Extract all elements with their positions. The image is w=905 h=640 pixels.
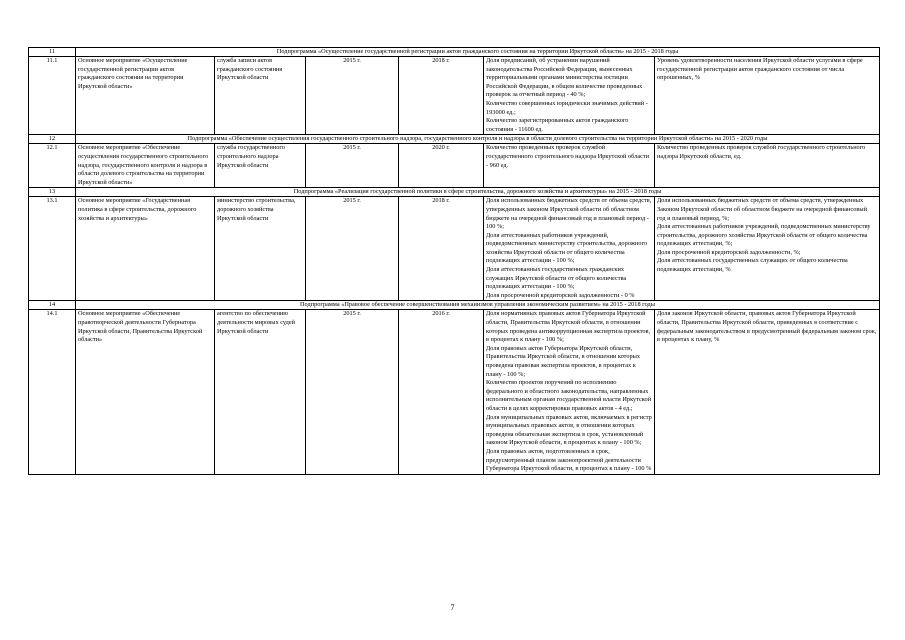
results-cell: [484, 144, 655, 188]
end-year-cell: 2018 г.: [399, 197, 484, 301]
indicator-item: Доля аттестованных государственных служащих от общего количества подлежащих аттестации, %: [657, 257, 848, 274]
section-header: [29, 48, 880, 57]
table-row: [29, 310, 880, 474]
end-year-cell: 2016 г.: [399, 310, 484, 474]
start-year-cell: 2015 г.: [306, 197, 399, 301]
section-header: [29, 301, 880, 310]
result-item: Доля просроченной кредиторской задолженности - 0 %: [486, 291, 635, 299]
results-cell: [484, 197, 655, 301]
section-title: Подпрограмма «Реализация государственной политики в сфере строительства, дорожного хозяйства и архитектуры» на 2015 - 2018 годы: [76, 188, 880, 197]
section-header: [29, 188, 880, 197]
executor-cell: агентство по обеспечению деятельности мировых судей Иркутской области: [215, 310, 306, 474]
event-cell: Основное мероприятие «Обеспечение осуществления государственного строительного надзора, государственного контроля и надзора в области долевого строительства на территории Иркутской области»: [76, 144, 215, 188]
result-item: Доля аттестованных государственных гражданских служащих Иркутской области от общего количества подлежащих аттестации - 100 %;: [486, 266, 627, 291]
indicator-item: Доля аттестованных работников учреждений, подведомственных министерству строительства, дорожного хозяйства Иркутской области от общего количества подлежащих аттестации, %;: [657, 223, 871, 248]
end-year-cell: 2018 г.: [399, 57, 484, 135]
start-year-cell: 2015 г.: [306, 57, 399, 135]
section-number: 11: [29, 48, 76, 57]
result-item: Доля предписаний, об устранении нарушений законодательства Российской Федерации, вынесенных территориальными органами министерства юстиции Российской Федерации, в общем количестве проведенных проверок за отчетный период - 40 %;: [486, 57, 643, 99]
table-row: [29, 197, 880, 301]
indicator-item: Доля просроченной кредиторской задолженности, %;: [657, 248, 801, 256]
result-item: Доля правовых актов, подготовленных в срок, предусмотренный планом законопроектной деятельности Губернатора Иркутской области, в процентах к плану - 100 %: [486, 447, 652, 473]
results-cell: [484, 57, 655, 135]
result-item: Доля использованных бюджетных средств от объема средств, утвержденных законом Иркутской области об областном бюджете на очередной финансовый год и плановый период - 100 %;: [486, 197, 652, 231]
start-year-cell: 2015 г.: [306, 144, 399, 188]
indicator-item: Доля использованных бюджетных средств от объема средств, утвержденных Законом Иркутской области об областном бюджете на очередной финансовый год и плановый период, %;: [657, 197, 867, 222]
event-cell: Основное мероприятие «Осуществление государственной регистрации актов гражданского состояния на территории Иркутской области»: [76, 57, 215, 135]
section-header: [29, 135, 880, 144]
section-number: 12: [29, 135, 76, 144]
row-number: 11.1: [29, 57, 76, 135]
result-item: Количество проведенных проверок службой государственного строительного надзора Иркутской области - 960 ед.: [486, 144, 650, 169]
result-item: Количество проектов поручений по исполнению федерального и областного законодательства, направленных исполнительным органам государственной власти Иркутской области в целях корректировки правовых актов - 4 ед.;: [486, 379, 652, 412]
executor-cell: министерство строительства, дорожного хозяйства Иркутской области: [215, 197, 306, 301]
results-cell: [484, 310, 655, 474]
row-number: 13.1: [29, 197, 76, 301]
table-row: [29, 57, 880, 135]
indicator-item: Доля законов Иркутской области, правовых актов Губернатора Иркутской области, Правительства Иркутской области, приведенных в соответствие с федеральным законодательством в предусмотренный федеральным законом срок, в процентах к плану, %: [657, 310, 877, 344]
event-cell: Основное мероприятие «Государственная политика в сфере строительства, дорожного хозяйства и архитектуры»: [76, 197, 215, 301]
section-number: 13: [29, 188, 76, 197]
row-number: 14.1: [29, 310, 76, 474]
end-year-cell: 2020 г.: [399, 144, 484, 188]
result-item: Количество совершенных юридически значимых действий - 193000 ед.;: [486, 99, 648, 116]
table-row: [29, 144, 880, 188]
result-item: Доля аттестованных работников учреждений, подведомственных министерству строительства, дорожного хозяйства Иркутской области от общего количества подлежащих аттестации - 100 %;: [486, 231, 648, 265]
indicators-cell: [655, 197, 880, 301]
section-number: 14: [29, 301, 76, 310]
program-table: [28, 47, 880, 475]
result-item: Доля муниципальных правовых актов, включаемых в регистр муниципальных правовых актов, в отношении которых проведена обязательная экспертиза в срок, установленный законом Иркутской области, в процентах к плану - 100 %;: [486, 413, 652, 447]
page-number: 7: [450, 603, 455, 612]
result-item: Количество зарегистрированных актов гражданского состояния - 11600 ед.: [486, 117, 629, 133]
section-title: Подпрограмма «Правовое обеспечение совершенствования механизмов управления экономическим развитием» на 2015 - 2018 годы: [76, 301, 880, 310]
executor-cell: служба записи актов гражданского состояния Иркутской области: [215, 57, 306, 135]
result-item: Доля правовых актов Губернатора Иркутской области, Правительства Иркутской области, в отношении которых проведена правовая экспертиза проектов, в процентах к плану - 100 %;: [486, 344, 641, 378]
indicators-cell: [655, 310, 880, 474]
indicators-cell: [655, 57, 880, 135]
indicators-cell: [655, 144, 880, 188]
start-year-cell: 2015 г.: [306, 310, 399, 474]
executor-cell: служба государственного строительного надзора Иркутской области: [215, 144, 306, 188]
indicator-item: Уровень удовлетворенности населения Иркутской области услугами в сфере государственной регистрации актов гражданского состояния от числа опрошенных, %: [657, 57, 863, 82]
row-number: 12.1: [29, 144, 76, 188]
result-item: Доля нормативных правовых актов Губернатора Иркутской области, Правительства Иркутской области, в отношении которых проведена антикоррупционная экспертиза проектов, в процентах к плану - 100 %;: [486, 310, 651, 344]
section-title: Подпрограмма «Обеспечение осуществления государственного строительного надзора, государственного контроля и надзора в области долевого строительства на территории Иркутской области» на 2015 - 2020 годы: [76, 135, 880, 144]
event-cell: Основное мероприятие «Обеспечение правотворческой деятельности Губернатора Иркутской области, Правительства Иркутской области»: [76, 310, 215, 474]
indicator-item: Количество проведенных проверок службой государственного строительного надзора Иркутской области, ед.: [657, 144, 866, 160]
section-title: Подпрограмма «Осуществление государственной регистрации актов гражданского состояния на территории Иркутской области» на 2015 - 2018 годы: [76, 48, 880, 57]
